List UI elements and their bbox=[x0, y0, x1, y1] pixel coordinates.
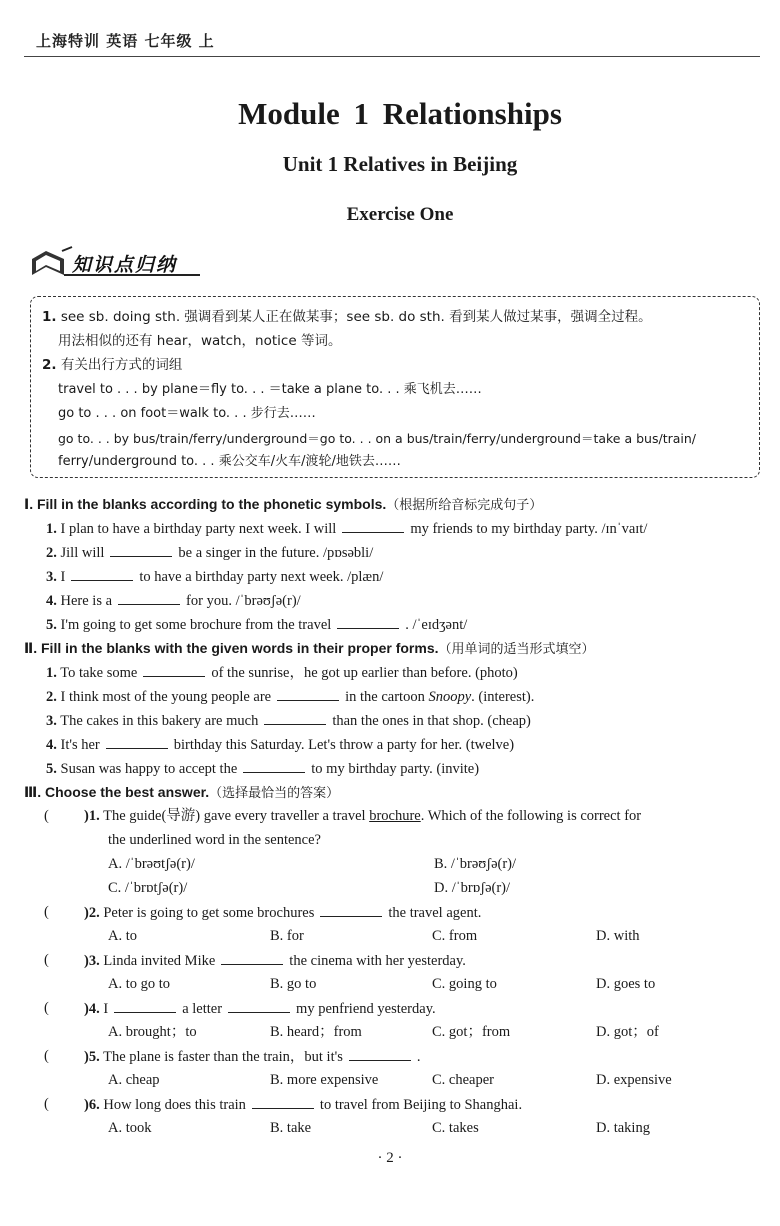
s2-item-3: 3. The cakes in this bakery are much than the ones in that shop. (cheap) bbox=[46, 710, 531, 731]
q5-paren[interactable]: ( bbox=[44, 1048, 49, 1064]
q3-paren[interactable]: ( bbox=[44, 952, 49, 968]
answer-blank[interactable] bbox=[342, 518, 404, 533]
s2-item-5: 5. Susan was happy to accept the to my birthday party. (invite) bbox=[46, 758, 479, 779]
section-1-heading: Ⅰ. Fill in the blanks according to the phonetic symbols.（根据所给音标完成句子） bbox=[24, 496, 543, 513]
answer-blank[interactable] bbox=[114, 998, 176, 1013]
header-text: 上海特训 英语 七年级 上 bbox=[36, 32, 215, 50]
q4-option-c[interactable]: C. got；from bbox=[432, 1024, 511, 1040]
kp-line-1: 1. see sb. doing sth. 强调看到某人正在做某事；see sb. do sth. 看到某人做过某事，强调全过程。 bbox=[42, 309, 652, 325]
q4-paren[interactable]: ( bbox=[44, 1000, 49, 1016]
answer-blank[interactable] bbox=[143, 662, 205, 677]
q1-option-c[interactable]: C. /ˈbrɒtʃə(r)/ bbox=[108, 880, 188, 896]
s1-item-2: 2. Jill will be a singer in the future. /pɒsəbli/ bbox=[46, 542, 373, 563]
q3-option-d[interactable]: D. goes to bbox=[596, 976, 656, 992]
q3-option-b[interactable]: B. go to bbox=[270, 976, 317, 992]
kp-line-3: 2. 有关出行方式的词组 bbox=[42, 357, 183, 373]
answer-blank[interactable] bbox=[337, 614, 399, 629]
q5-option-a[interactable]: A. cheap bbox=[108, 1072, 160, 1088]
answer-blank[interactable] bbox=[277, 686, 339, 701]
q2-option-d[interactable]: D. with bbox=[596, 928, 640, 944]
q2-option-c[interactable]: C. from bbox=[432, 928, 478, 944]
answer-blank[interactable] bbox=[71, 566, 133, 581]
kp-line-4: travel to . . . by plane＝fly to. . . ＝take a plane to. . . 乘飞机去…… bbox=[58, 382, 482, 397]
q3-text: )3. Linda invited Mike the cinema with her yesterday. bbox=[84, 950, 466, 971]
answer-blank[interactable] bbox=[118, 590, 180, 605]
q6-option-a[interactable]: A. took bbox=[108, 1120, 152, 1136]
q4-option-d[interactable]: D. got；of bbox=[596, 1024, 659, 1040]
q5-option-b[interactable]: B. more expensive bbox=[270, 1072, 379, 1088]
exercise-title: Exercise One bbox=[346, 204, 454, 225]
q6-text: )6. How long does this train to travel from Beijing to Shanghai. bbox=[84, 1094, 522, 1115]
page-number: · 2 · bbox=[377, 1150, 403, 1166]
module-title: Module 1 Relationships bbox=[238, 96, 562, 131]
kp-line-2: 用法相似的还有 hear，watch，notice 等词。 bbox=[58, 333, 342, 349]
kp-line-5: go to . . . on foot＝walk to. . . 步行去…… bbox=[58, 406, 316, 421]
answer-blank[interactable] bbox=[221, 950, 283, 965]
q5-option-c[interactable]: C. cheaper bbox=[432, 1072, 494, 1088]
q2-option-a[interactable]: A. to bbox=[108, 928, 137, 944]
knowledge-points-title: 知识点归纳 bbox=[72, 254, 178, 276]
answer-blank[interactable] bbox=[243, 758, 305, 773]
page-header bbox=[24, 8, 760, 57]
q4-option-a[interactable]: A. brought；to bbox=[108, 1024, 197, 1040]
q3-option-a[interactable]: A. to go to bbox=[108, 976, 171, 992]
kp-line-7: ferry/underground to. . . 乘公交车/火车/渡轮/地铁去…… bbox=[58, 454, 401, 469]
knowledge-points-banner bbox=[28, 245, 203, 279]
q2-text: )2. Peter is going to get some brochures the travel agent. bbox=[84, 902, 481, 923]
s1-item-3: 3. I to have a birthday party next week. /plæn/ bbox=[46, 566, 383, 587]
answer-blank[interactable] bbox=[106, 734, 168, 749]
q6-option-c[interactable]: C. takes bbox=[432, 1120, 479, 1136]
q1-text-line2: the underlined word in the sentence? bbox=[108, 832, 321, 848]
q1-paren[interactable]: ( bbox=[44, 808, 49, 824]
q1-text: )1. The guide(导游) gave every traveller a travel brochure. Which of the following is correct for bbox=[84, 808, 642, 824]
s1-item-4: 4. Here is a for you. /ˈbrəʊʃə(r)/ bbox=[46, 590, 301, 611]
answer-blank[interactable] bbox=[110, 542, 172, 557]
q6-option-b[interactable]: B. take bbox=[270, 1120, 312, 1136]
answer-blank[interactable] bbox=[228, 998, 290, 1013]
answer-blank[interactable] bbox=[264, 710, 326, 725]
q3-option-c[interactable]: C. going to bbox=[432, 976, 497, 992]
q2-paren[interactable]: ( bbox=[44, 904, 49, 920]
section-3-heading: Ⅲ. Choose the best answer.（选择最恰当的答案） bbox=[24, 784, 340, 801]
answer-blank[interactable] bbox=[320, 902, 382, 917]
answer-blank[interactable] bbox=[349, 1046, 411, 1061]
q4-option-b[interactable]: B. heard；from bbox=[270, 1024, 362, 1040]
q5-text: )5. The plane is faster than the train，but it's . bbox=[84, 1046, 421, 1067]
q1-option-b[interactable]: B. /ˈbrəʊʃə(r)/ bbox=[434, 856, 517, 872]
s2-item-1: 1. To take some of the sunrise，he got up earlier than before. (photo) bbox=[46, 662, 518, 683]
unit-title: Unit 1 Relatives in Beijing bbox=[282, 152, 518, 176]
s2-item-2: 2. I think most of the young people are in the cartoon Snoopy. (interest). bbox=[46, 686, 534, 707]
q6-option-d[interactable]: D. taking bbox=[596, 1120, 650, 1136]
kp-line-6: go to. . . by bus/train/ferry/underground＝go to. . . on a bus/train/ferry/underground＝take a bus/train/ bbox=[58, 431, 696, 446]
q5-option-d[interactable]: D. expensive bbox=[596, 1072, 672, 1088]
answer-blank[interactable] bbox=[252, 1094, 314, 1109]
section-2-heading: Ⅱ. Fill in the blanks with the given words in their proper forms.（用单词的适当形式填空） bbox=[24, 640, 595, 657]
s2-item-4: 4. It's her birthday this Saturday. Let's throw a party for her. (twelve) bbox=[46, 734, 514, 755]
q2-option-b[interactable]: B. for bbox=[270, 928, 304, 944]
s1-item-1: 1. I plan to have a birthday party next week. I will my friends to my birthday party. /ɪnˈvaɪt/ bbox=[46, 518, 647, 539]
s1-item-5: 5. I'm going to get some brochure from the travel . /ˈeɪdʒənt/ bbox=[46, 614, 467, 635]
q1-option-d[interactable]: D. /ˈbrɒʃə(r)/ bbox=[434, 880, 511, 896]
q6-paren[interactable]: ( bbox=[44, 1096, 49, 1112]
q1-option-a[interactable]: A. /ˈbrəʊtʃə(r)/ bbox=[108, 856, 195, 872]
q4-text: )4. I a letter my penfriend yesterday. bbox=[84, 998, 436, 1019]
